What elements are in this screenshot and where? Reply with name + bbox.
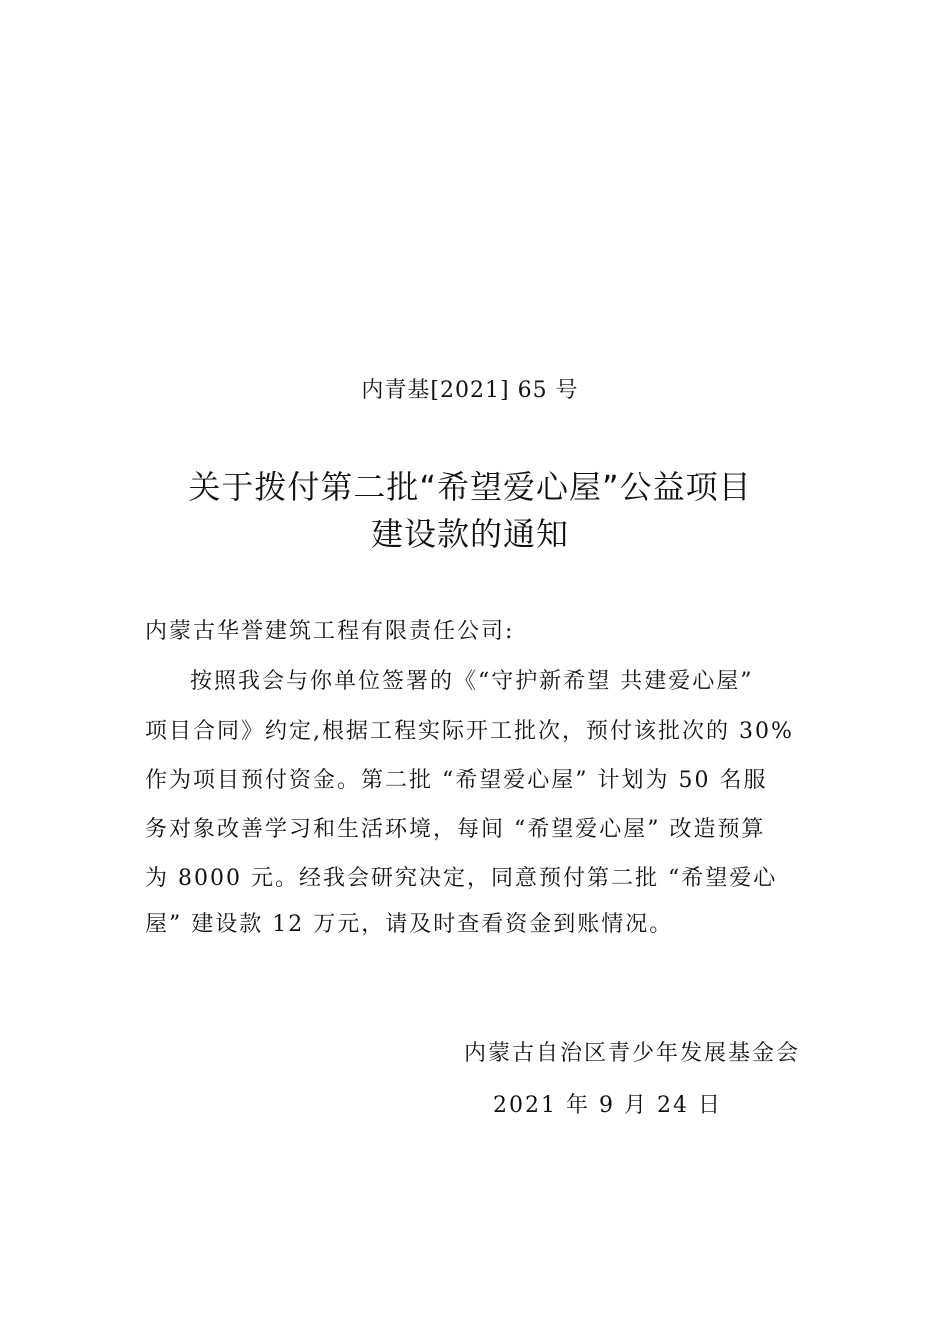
document-number: 内青基[2021] 65 号 <box>361 378 579 403</box>
signature-organization: 内蒙古自治区青少年发展基金会 <box>463 1041 800 1066</box>
signature-date: 2021 年 9 月 24 日 <box>493 1093 722 1118</box>
body-line-2: 项目合同》约定,根据工程实际开工批次，预付该批次的 30% <box>145 719 794 744</box>
body-line-6: 屋” 建设款 12 万元，请及时查看资金到账情况。 <box>145 912 674 937</box>
salutation: 内蒙古华誉建筑工程有限责任公司: <box>145 619 515 644</box>
body-line-1: 按照我会与你单位签署的《“守护新希望 共建爱心屋” <box>190 669 754 694</box>
body-line-3: 作为项目预付资金。第二批 “希望爱心屋” 计划为 50 名服 <box>145 768 768 793</box>
title-line-2: 建设款的通知 <box>370 515 569 553</box>
body-line-5: 为 8000 元。经我会研究决定，同意预付第二批 “希望爱心 <box>145 866 778 891</box>
body-line-4: 务对象改善学习和生活环境，每间 “希望爱心屋” 改造预算 <box>145 817 766 842</box>
title-line-1: 关于拨付第二批“希望爱心屋”公益项目 <box>188 468 752 506</box>
